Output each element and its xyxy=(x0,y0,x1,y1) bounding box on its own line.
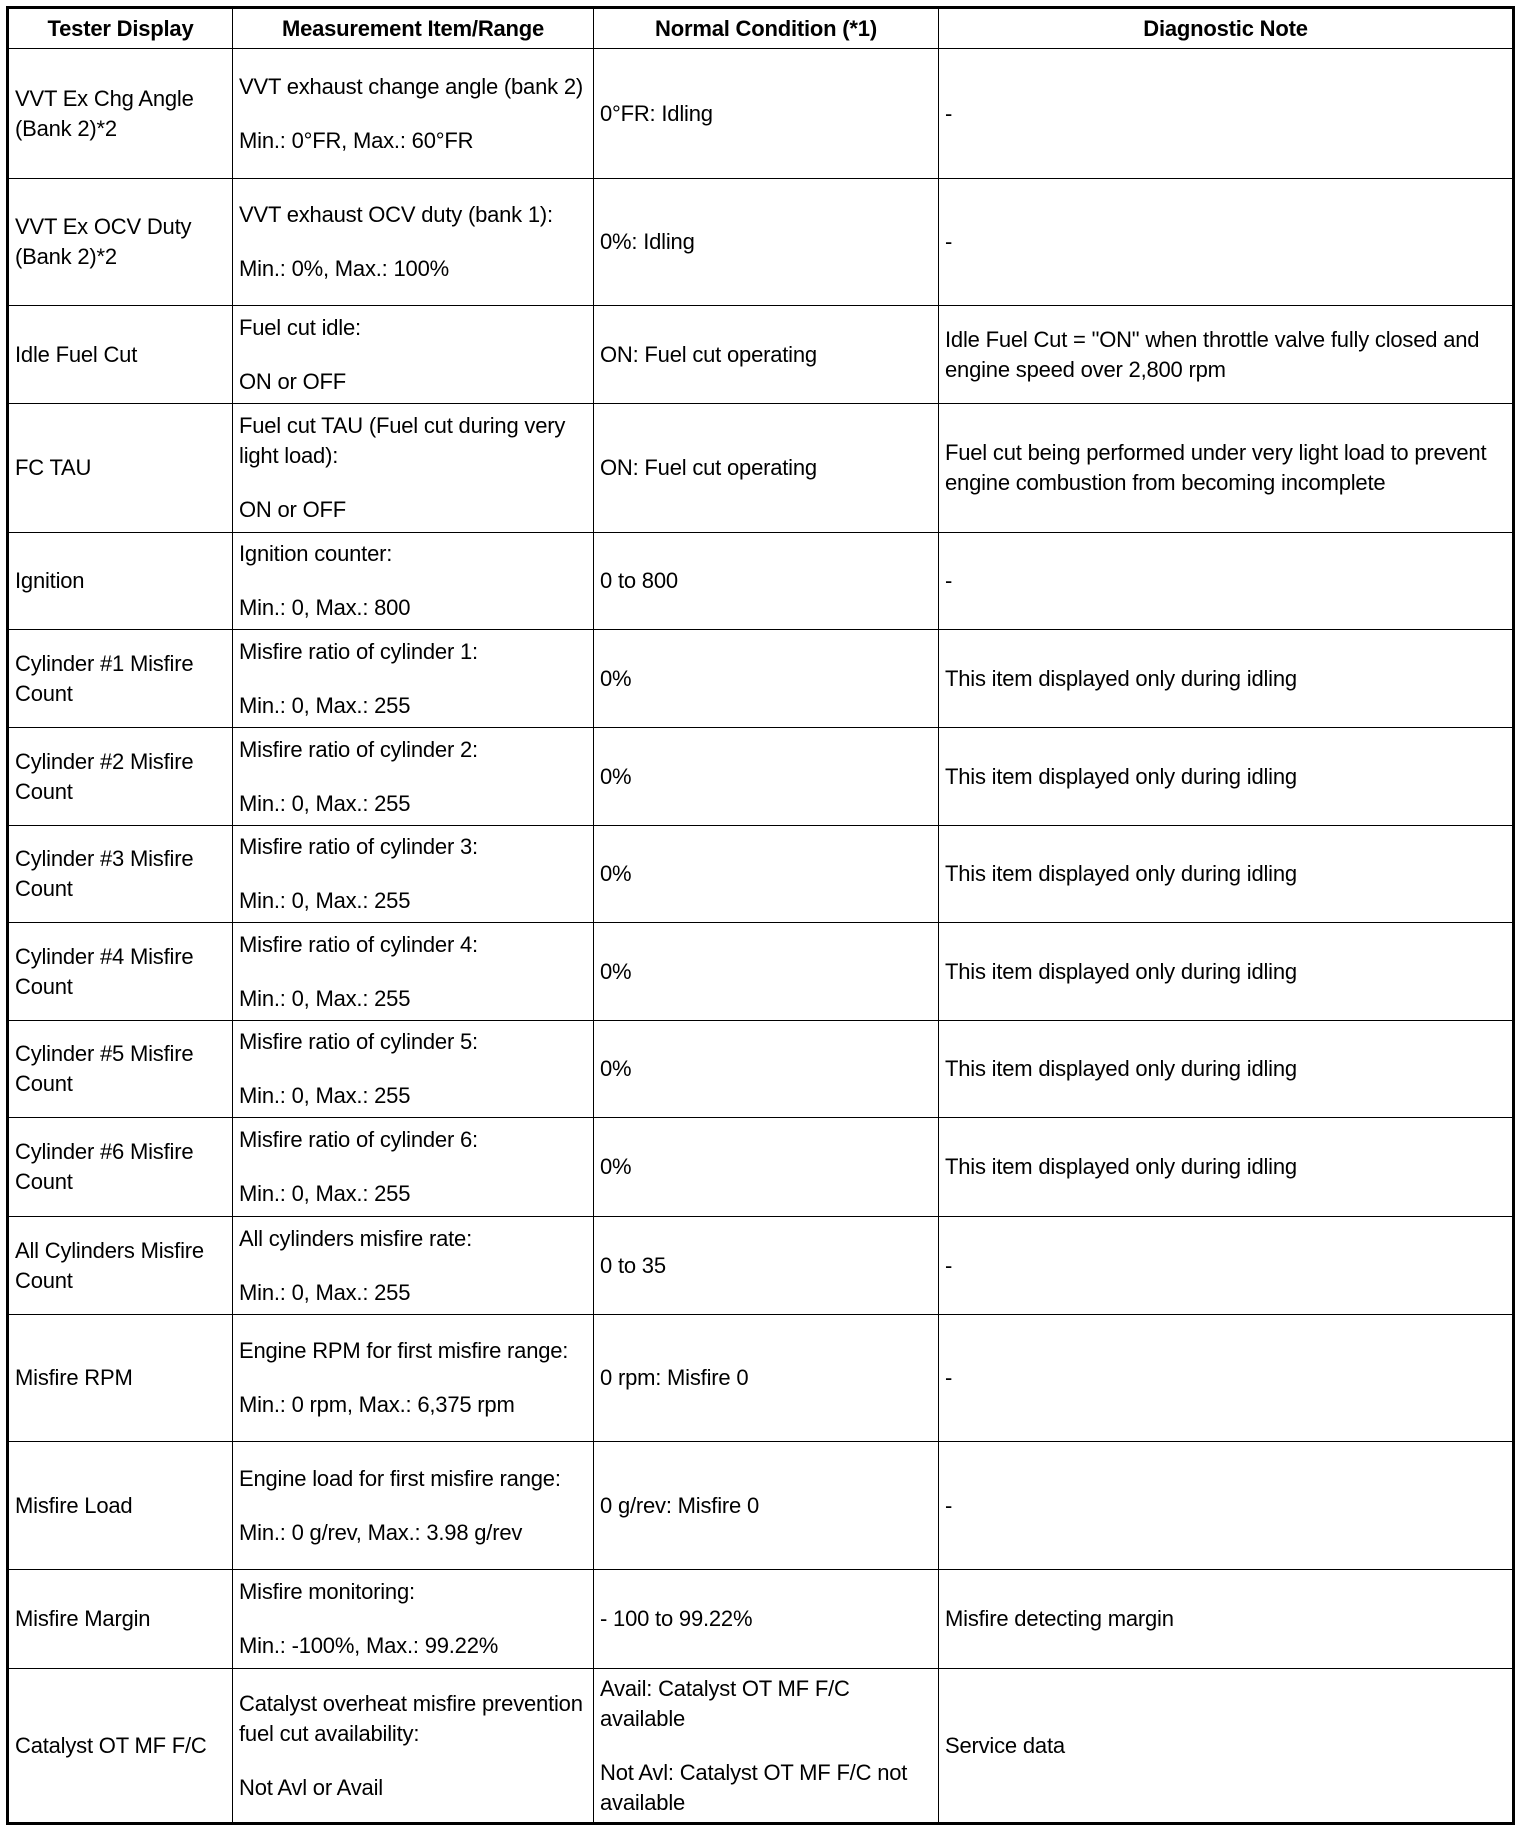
diagnostic-note-cell: - xyxy=(939,1315,1514,1442)
tester-display-cell: FC TAU xyxy=(8,404,233,533)
tester-display-cell: Idle Fuel Cut xyxy=(8,306,233,404)
table-row xyxy=(8,404,1514,533)
normal-condition-cell xyxy=(594,1669,939,1824)
diagnostic-note-cell: This item displayed only during idling xyxy=(939,1118,1514,1217)
measurement-item: Misfire ratio of cylinder 1: xyxy=(239,638,478,664)
measurement-item: Misfire ratio of cylinder 2: xyxy=(239,736,478,762)
normal-condition-cell xyxy=(594,49,939,179)
normal-condition: ON: Fuel cut operating xyxy=(600,455,817,480)
table-row xyxy=(8,1442,1514,1570)
measurement-cell xyxy=(233,1669,594,1824)
normal-condition-cell xyxy=(594,1315,939,1442)
table-row xyxy=(8,1669,1514,1824)
normal-condition: - 100 to 99.22% xyxy=(600,1606,753,1631)
normal-condition: Avail: Catalyst OT MF F/C available xyxy=(600,1675,850,1731)
header-measurement-item: Measurement Item/Range xyxy=(233,8,594,49)
normal-condition-2: Not Avl: Catalyst OT MF F/C not available xyxy=(600,1759,908,1815)
normal-condition-cell xyxy=(594,1442,939,1570)
diagnostic-note-cell: Idle Fuel Cut = "ON" when throttle valve fully closed and engine speed over 2,800 rpm xyxy=(939,306,1514,404)
measurement-item: Misfire ratio of cylinder 3: xyxy=(239,834,478,859)
table-row xyxy=(8,179,1514,306)
measurement-cell xyxy=(233,1570,594,1669)
measurement-item: Engine RPM for first misfire range: xyxy=(239,1338,569,1363)
diagnostic-note-cell: This item displayed only during idling xyxy=(939,630,1514,728)
tester-display-cell: VVT Ex OCV Duty (Bank 2)*2 xyxy=(8,179,233,306)
measurement-cell xyxy=(233,728,594,826)
measurement-item: All cylinders misfire rate: xyxy=(239,1225,472,1251)
normal-condition-cell xyxy=(594,826,939,923)
measurement-range: Min.: 0°FR, Max.: 60°FR xyxy=(239,127,474,153)
diagnostic-note-cell: - xyxy=(939,1217,1514,1315)
normal-condition: 0 to 800 xyxy=(600,568,678,593)
tester-display-cell: Cylinder #4 Misfire Count xyxy=(8,923,233,1021)
header-diagnostic-note: Diagnostic Note xyxy=(939,8,1514,49)
table-row xyxy=(8,1021,1514,1118)
measurement-item: Fuel cut idle: xyxy=(239,314,361,340)
measurement-item: Ignition counter: xyxy=(239,541,393,566)
diagnostic-note-cell: This item displayed only during idling xyxy=(939,1021,1514,1118)
table-header-row xyxy=(8,8,1514,49)
measurement-item: Fuel cut TAU (Fuel cut during very light load): xyxy=(239,413,566,468)
diagnostic-note-cell: This item displayed only during idling xyxy=(939,728,1514,826)
tester-display-cell: Cylinder #1 Misfire Count xyxy=(8,630,233,728)
normal-condition: 0 g/rev: Misfire 0 xyxy=(600,1492,760,1518)
measurement-item: Misfire ratio of cylinder 6: xyxy=(239,1127,478,1152)
measurement-range: Min.: 0, Max.: 255 xyxy=(239,985,411,1011)
normal-condition-cell xyxy=(594,1021,939,1118)
table-row xyxy=(8,728,1514,826)
measurement-cell xyxy=(233,179,594,306)
tester-display-cell: Ignition xyxy=(8,533,233,630)
diagnostic-note-cell: - xyxy=(939,533,1514,630)
normal-condition: 0% xyxy=(600,861,632,886)
tester-display-cell: Misfire RPM xyxy=(8,1315,233,1442)
normal-condition: 0% xyxy=(600,1056,632,1081)
measurement-cell xyxy=(233,404,594,533)
measurement-cell xyxy=(233,923,594,1021)
normal-condition-cell xyxy=(594,1118,939,1217)
measurement-cell xyxy=(233,1021,594,1118)
measurement-range: ON or OFF xyxy=(239,497,346,522)
measurement-cell xyxy=(233,533,594,630)
tester-display-cell: Cylinder #6 Misfire Count xyxy=(8,1118,233,1217)
table-row xyxy=(8,630,1514,728)
tester-display-cell: Cylinder #5 Misfire Count xyxy=(8,1021,233,1118)
measurement-item: Misfire ratio of cylinder 4: xyxy=(239,931,478,957)
diagnostic-note-cell: - xyxy=(939,179,1514,306)
measurement-range: Not Avl or Avail xyxy=(239,1774,383,1800)
measurement-range: Min.: 0, Max.: 255 xyxy=(239,692,411,718)
table-row xyxy=(8,306,1514,404)
diagnostic-note-cell: This item displayed only during idling xyxy=(939,923,1514,1021)
normal-condition-cell xyxy=(594,630,939,728)
header-tester-display: Tester Display xyxy=(8,8,233,49)
normal-condition-cell xyxy=(594,306,939,404)
diagnostic-note-cell: Misfire detecting margin xyxy=(939,1570,1514,1669)
measurement-range: Min.: 0, Max.: 800 xyxy=(239,595,411,620)
tester-display-cell: Catalyst OT MF F/C xyxy=(8,1669,233,1824)
tester-display-cell: Cylinder #2 Misfire Count xyxy=(8,728,233,826)
normal-condition: 0% xyxy=(600,1154,632,1179)
table-row xyxy=(8,1217,1514,1315)
tester-display-cell: VVT Ex Chg Angle (Bank 2)*2 xyxy=(8,49,233,179)
table-row xyxy=(8,826,1514,923)
normal-condition-cell xyxy=(594,179,939,306)
normal-condition-cell xyxy=(594,923,939,1021)
table-row xyxy=(8,1570,1514,1669)
header-normal-condition: Normal Condition (*1) xyxy=(594,8,939,49)
measurement-cell xyxy=(233,1315,594,1442)
normal-condition-cell xyxy=(594,728,939,826)
diagnostic-note-cell: This item displayed only during idling xyxy=(939,826,1514,923)
measurement-range: Min.: 0 rpm, Max.: 6,375 rpm xyxy=(239,1392,515,1417)
measurement-range: Min.: 0, Max.: 255 xyxy=(239,1181,411,1206)
normal-condition: 0% xyxy=(600,763,632,789)
measurement-item: VVT exhaust change angle (bank 2) xyxy=(239,73,584,99)
measurement-cell xyxy=(233,1442,594,1570)
measurement-cell xyxy=(233,630,594,728)
normal-condition: 0 rpm: Misfire 0 xyxy=(600,1365,749,1390)
normal-condition: 0 to 35 xyxy=(600,1252,666,1278)
tester-display-cell: All Cylinders Misfire Count xyxy=(8,1217,233,1315)
table-row xyxy=(8,49,1514,179)
tester-display-cell: Cylinder #3 Misfire Count xyxy=(8,826,233,923)
data-list-table xyxy=(6,6,1515,1825)
measurement-item: Misfire ratio of cylinder 5: xyxy=(239,1029,478,1054)
measurement-range: Min.: 0, Max.: 255 xyxy=(239,1083,411,1108)
measurement-range: Min.: 0, Max.: 255 xyxy=(239,790,411,816)
measurement-range: ON or OFF xyxy=(239,368,346,394)
normal-condition-cell xyxy=(594,404,939,533)
diagnostic-note-cell: - xyxy=(939,49,1514,179)
normal-condition-cell xyxy=(594,1217,939,1315)
measurement-item: Misfire monitoring: xyxy=(239,1579,415,1604)
table-row xyxy=(8,1315,1514,1442)
measurement-item: Engine load for first misfire range: xyxy=(239,1465,561,1491)
measurement-range: Min.: 0, Max.: 255 xyxy=(239,888,411,913)
diagnostic-note-cell: Fuel cut being performed under very light load to prevent engine combustion from becoming incomplete xyxy=(939,404,1514,533)
tester-display-cell: Misfire Margin xyxy=(8,1570,233,1669)
measurement-range: Min.: 0, Max.: 255 xyxy=(239,1279,411,1305)
normal-condition: 0% xyxy=(600,958,632,984)
normal-condition: 0°FR: Idling xyxy=(600,100,713,126)
measurement-range: Min.: 0%, Max.: 100% xyxy=(239,256,449,281)
normal-condition: 0%: Idling xyxy=(600,229,695,254)
normal-condition-cell xyxy=(594,1570,939,1669)
tester-display-cell: Misfire Load xyxy=(8,1442,233,1570)
table-row xyxy=(8,923,1514,1021)
diagnostic-note-cell: Service data xyxy=(939,1669,1514,1824)
measurement-item: VVT exhaust OCV duty (bank 1): xyxy=(239,202,553,227)
measurement-range: Min.: -100%, Max.: 99.22% xyxy=(239,1633,499,1658)
normal-condition: 0% xyxy=(600,665,632,691)
normal-condition-cell xyxy=(594,533,939,630)
table-row xyxy=(8,533,1514,630)
measurement-cell xyxy=(233,306,594,404)
measurement-cell xyxy=(233,1118,594,1217)
diagnostic-note-cell: - xyxy=(939,1442,1514,1570)
measurement-item: Catalyst overheat misfire prevention fuel cut availability: xyxy=(239,1690,583,1746)
measurement-cell xyxy=(233,49,594,179)
normal-condition: ON: Fuel cut operating xyxy=(600,341,817,367)
measurement-range: Min.: 0 g/rev, Max.: 3.98 g/rev xyxy=(239,1519,523,1545)
measurement-cell xyxy=(233,1217,594,1315)
measurement-cell xyxy=(233,826,594,923)
table-row xyxy=(8,1118,1514,1217)
